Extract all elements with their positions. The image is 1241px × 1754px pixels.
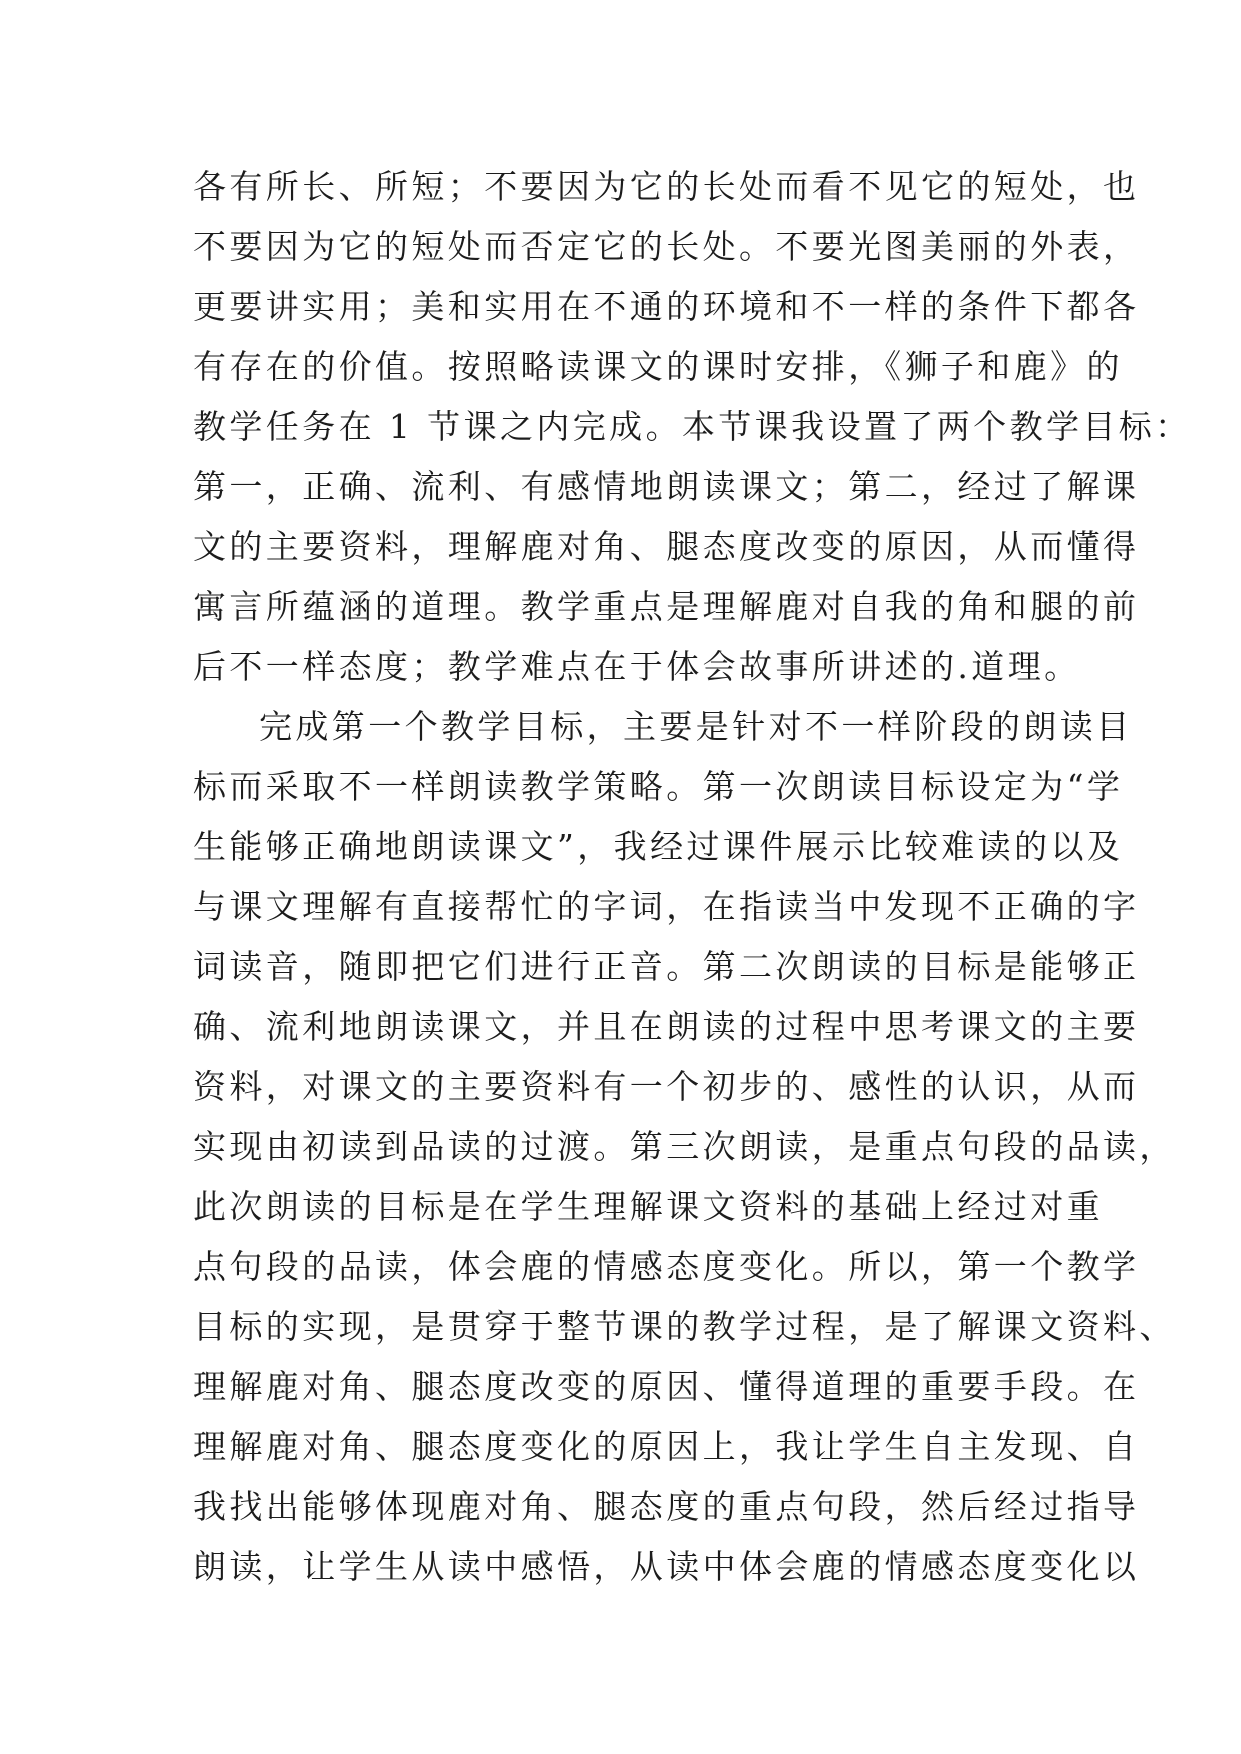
- text-line: 标而采取不一样朗读教学策略。第一次朗读目标设定为“学: [193, 767, 1124, 806]
- paragraph-2: [193, 697, 1176, 1597]
- text-line: 确、流利地朗读课文，并且在朗读的过程中思考课文的主要: [193, 1007, 1140, 1046]
- body-text: [193, 157, 1192, 1597]
- text-line: 寓言所蕴涵的道理。教学重点是理解鹿对自我的角和腿的前: [193, 587, 1140, 626]
- text-line: 完成第一个教学目标，主要是针对不一样阶段的朗读目: [259, 707, 1133, 746]
- text-line: 理解鹿对角、腿态度变化的原因上，我让学生自主发现、自: [193, 1427, 1140, 1466]
- text-line: 后不一样态度；教学难点在于体会故事所讲述的.道理。: [193, 647, 1081, 686]
- text-line: 生能够正确地朗读课文”，我经过课件展示比较难读的以及: [193, 827, 1124, 866]
- text-line: 实现由初读到品读的过渡。第三次朗读，是重点句段的品读，: [193, 1127, 1176, 1166]
- text-line: 此次朗读的目标是在学生理解课文资料的基础上经过对重: [193, 1187, 1103, 1226]
- text-line: 我找出能够体现鹿对角、腿态度的重点句段，然后经过指导: [193, 1487, 1140, 1526]
- text-line: 不要因为它的短处而否定它的长处。不要光图美丽的外表，: [193, 227, 1140, 266]
- text-line: 各有所长、所短；不要因为它的长处而看不见它的短处，也: [193, 167, 1140, 206]
- text-line: 第一，正确、流利、有感情地朗读课文；第二，经过了解课: [193, 467, 1140, 506]
- text-line: 朗读，让学生从读中感悟，从读中体会鹿的情感态度变化以: [193, 1547, 1140, 1586]
- text-line: 词读音，随即把它们进行正音。第二次朗读的目标是能够正: [193, 947, 1140, 986]
- text-line: 资料，对课文的主要资料有一个初步的、感性的认识，从而: [193, 1067, 1140, 1106]
- text-line: 点句段的品读，体会鹿的情感态度变化。所以，第一个教学: [193, 1247, 1140, 1286]
- text-line: 文的主要资料，理解鹿对角、腿态度改变的原因，从而懂得: [193, 527, 1140, 566]
- text-line: 与课文理解有直接帮忙的字词，在指读当中发现不正确的字: [193, 887, 1140, 926]
- text-line: 教学任务在 1 节课之内完成。本节课我设置了两个教学目标：: [193, 407, 1192, 446]
- text-line: 理解鹿对角、腿态度改变的原因、懂得道理的重要手段。在: [193, 1367, 1140, 1406]
- text-line: 有存在的价值。按照略读课文的课时安排，《狮子和鹿》的: [193, 347, 1123, 386]
- text-line: 更要讲实用；美和实用在不通的环境和不一样的条件下都各: [193, 287, 1140, 326]
- text-line: 目标的实现，是贯穿于整节课的教学过程，是了解课文资料、: [193, 1307, 1176, 1346]
- paragraph-1: [193, 157, 1192, 697]
